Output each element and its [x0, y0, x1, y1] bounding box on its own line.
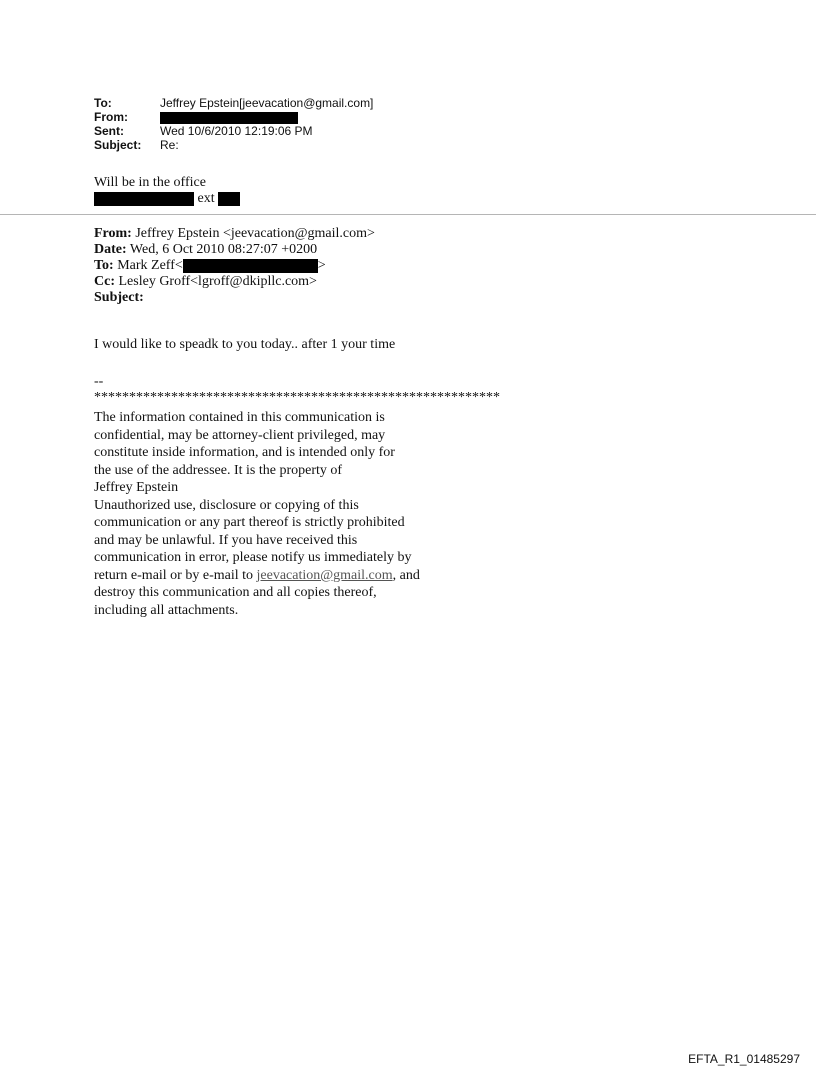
disclaimer-line: the use of the addressee. It is the property of [94, 462, 343, 478]
orig-cc-label: Cc: [94, 274, 115, 289]
from-label: From: [94, 110, 128, 124]
disclaimer-line: destroy this communication and all copies thereof, [94, 585, 377, 600]
orig-date-row [94, 242, 375, 258]
disclaimer-line: The information contained in this communication is [94, 410, 385, 425]
ext-text: ext [197, 191, 215, 206]
disclaimer-line: Jeffrey Epstein [94, 480, 179, 495]
email-header [94, 96, 373, 152]
header-sent-row [94, 124, 373, 138]
original-header [94, 226, 375, 306]
orig-to-close: > [317, 258, 326, 273]
orig-date-label: Date: [94, 242, 127, 257]
orig-cc-value: Lesley Groff<lgroff@dkipllc.com> [115, 274, 317, 289]
disclaimer-line10-pre: return e-mail or by e-mail to [94, 567, 257, 583]
orig-to-value: Mark Zeff< [113, 258, 183, 273]
to-value: Jeffrey Epstein[jeevacation@gmail.com] [160, 96, 374, 110]
orig-subject-row [94, 290, 375, 306]
signature-dash: -- [94, 374, 104, 389]
reply-line-2 [94, 191, 240, 207]
document-id: EFTA_R1_01485297 [688, 1052, 800, 1066]
disclaimer-line: confidential, may be attorney-client privileged, may [94, 427, 386, 443]
orig-cc-row [94, 274, 375, 290]
disclaimer [94, 410, 420, 620]
sent-label: Sent: [94, 124, 124, 138]
disclaimer-line: constitute inside information, and is intended only for [94, 445, 395, 460]
header-to-row [94, 96, 373, 110]
signature-stars: ********************************************************** [94, 390, 500, 405]
orig-date-value: Wed, 6 Oct 2010 08:27:07 +0200 [126, 242, 318, 257]
disclaimer-line: and may be unlawful. If you have received this [94, 532, 358, 548]
redaction-from [160, 112, 298, 124]
message-text: I would like to speadk to you today.. after 1 your time [94, 337, 396, 352]
sent-value: Wed 10/6/2010 12:19:06 PM [160, 124, 313, 138]
disclaimer-line [94, 568, 420, 586]
subject-label: Subject: [94, 138, 142, 152]
disclaimer-line: including all attachments. [94, 602, 239, 618]
email-link[interactable]: jeevacation@gmail.com [256, 567, 393, 583]
orig-to-label: To: [94, 258, 114, 273]
orig-from-value: Jeffrey Epstein <jeevacation@gmail.com> [131, 226, 375, 241]
disclaimer-line: communication or any part thereof is strictly prohibited [94, 515, 405, 530]
disclaimer-line10-post: , and [392, 567, 420, 583]
orig-from-row [94, 226, 375, 242]
header-from-row [94, 110, 373, 124]
disclaimer-line: communication in error, please notify us immediately by [94, 550, 412, 565]
orig-to-row [94, 258, 375, 274]
subject-value: Re: [160, 138, 179, 152]
redaction-ext [218, 192, 240, 206]
reply-body [94, 175, 240, 207]
header-subject-row [94, 138, 373, 152]
orig-subject-label: Subject: [94, 290, 144, 305]
orig-from-label: From: [94, 226, 132, 241]
to-label: To: [94, 96, 112, 110]
divider [0, 214, 816, 215]
disclaimer-line: Unauthorized use, disclosure or copying of this [94, 497, 359, 513]
redaction-name [94, 192, 194, 206]
redaction-to-email [183, 259, 318, 273]
reply-line-1: Will be in the office [94, 175, 206, 190]
